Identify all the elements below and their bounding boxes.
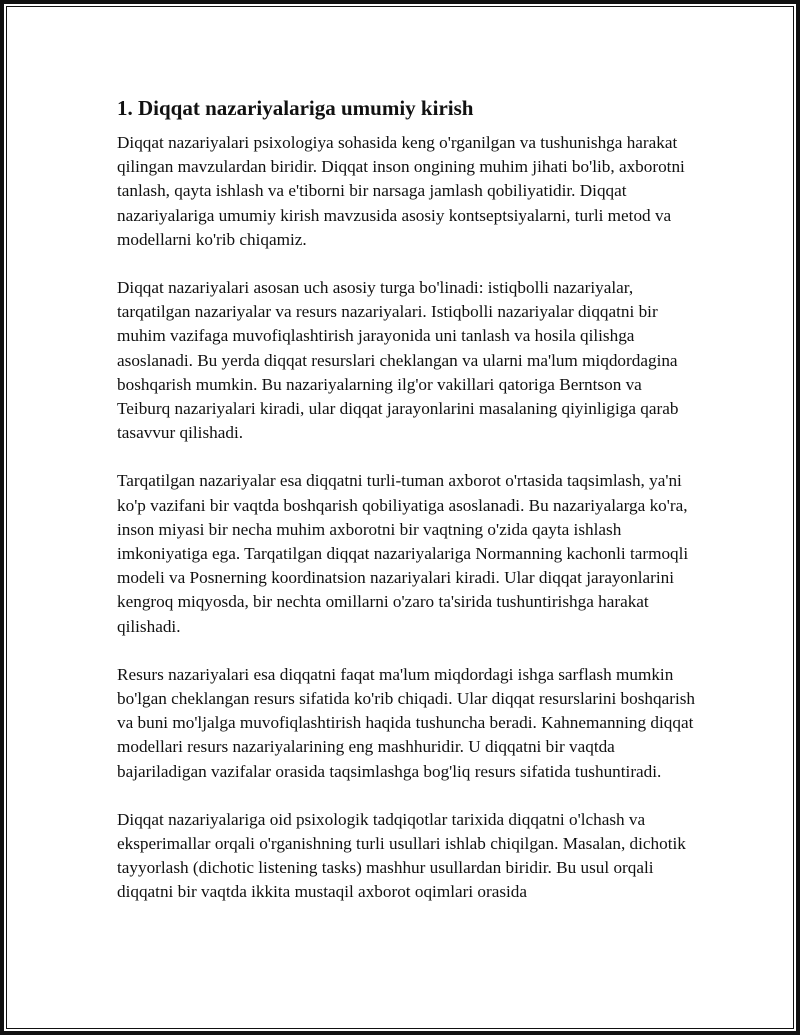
section-heading: 1. Diqqat nazariyalariga umumiy kirish bbox=[117, 96, 474, 120]
paragraph-1: Diqqat nazariyalari psixologiya sohasida keng o'rganilgan va tushunishga harakat qilingan mavzulardan biridir. Diqqat inson ongining muhim jihati bo'lib, axborotni tanlash, qayta ishlash va e'tiborni bir narsaga jamlash qobiliyatidir. Diqqat nazariyalariga umumiy kirish mavzusida asosiy kontseptsiyalarni, turli metod va modellarni ko'rib chiqamiz. bbox=[117, 133, 685, 249]
document-body bbox=[117, 95, 697, 929]
paragraph-5: Diqqat nazariyalariga oid psixologik tadqiqotlar tarixida diqqatni o'lchash va eksperimallar orqali o'rganishning turli usullari ishlab chiqilgan. Masalan, dichotik tayyorlash (dichotic listening tasks) mashhur usullardan biridir. Bu usul orqali diqqatni bir vaqtda ikkita mustaqil axborot oqimlari orasida bbox=[117, 809, 686, 902]
paragraph-3: Tarqatilgan nazariyalar esa diqqatni turli-tuman axborot o'rtasida taqsimlash, ya'ni ko'p vazifani bir vaqtda boshqarish qobiliyatiga asoslanadi. Bu nazariyalarga ko'ra, inson miyasi bir necha muhim axborotni bir vaqtning o'zida qayta ishlash imkoniyatiga ega. Tarqatilgan diqqat nazariyalariga Normanning kachonli tarmoqli modeli va Posnerning koordinatsion nazariyalari kiradi. Ular diqqat jarayonlarini kengroq miqyosda, bir nechta omillarni o'zaro ta'sirida tushuntirishga harakat qilishadi. bbox=[117, 471, 689, 636]
paragraph-2: Diqqat nazariyalari asosan uch asosiy turga bo'linadi: istiqbolli nazariyalar, tarqatilgan nazariyalar va resurs nazariyalari. Istiqbolli nazariyalar diqqatni bir muhim vazifaga muvofiqlashtirish jarayonida uni tanlash va hosila qilishga asoslanadi. Bu yerda diqqat resurslari cheklangan va ularni ma'lum miqdordagina boshqarish mumkin. Bu nazariyalarning ilg'or vakillari qatoriga Berntson va Teiburq nazariyalari kiradi, ular diqqat jarayonlarini masalaning qiyinligiga qarab tasavvur qilishadi. bbox=[117, 278, 679, 443]
paragraph-4: Resurs nazariyalari esa diqqatni faqat ma'lum miqdordagi ishga sarflash mumkin bo'lgan cheklangan resurs sifatida ko'rib chiqadi. Ular diqqat resurslarini boshqarish va buni mo'ljalga muvofiqlashtirish haqida tushuncha beradi. Kahnemanning diqqat modellari resurs nazariyalarining eng mashhuridir. U diqqatni bir vaqtda bajariladigan vazifalar orasida taqsimlashga bog'liq resurs sifatida tushuntiradi. bbox=[117, 664, 695, 781]
